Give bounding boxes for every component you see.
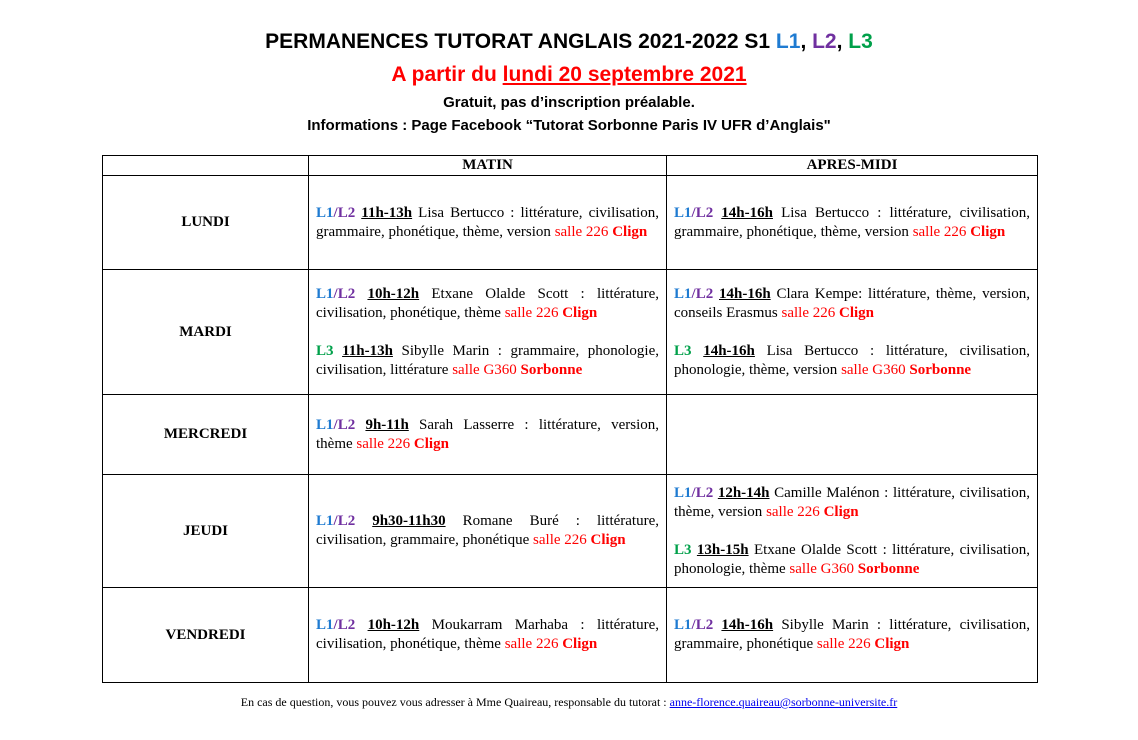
tutoring-slot	[316, 204, 659, 242]
slot-tutor-topics: Clara Kempe: littérature, thème, version, conseils Erasmus	[674, 285, 1030, 321]
slot-building: Clign	[413, 435, 449, 452]
level-l2: L2	[337, 513, 356, 529]
level-l1-label: L1	[775, 30, 801, 53]
morning-cell	[309, 176, 667, 270]
level-slash: /	[691, 617, 696, 633]
level-l1: L1	[316, 416, 334, 433]
level-l3: L3	[316, 342, 334, 359]
morning-cell	[309, 588, 667, 683]
slot-tutor-topics: Etxane Olalde Scott : littérature, civilisation, phonologie, thème	[674, 541, 1031, 577]
day-row	[103, 176, 1038, 270]
morning-cell	[309, 475, 667, 588]
level-l3: L3	[674, 342, 692, 359]
slot-building: Clign	[874, 636, 910, 652]
level-l2: L2	[337, 416, 356, 433]
slot-tutor-topics: Lisa Bertucco : littérature, civilisation, grammaire, phonétique, thème, version	[316, 204, 660, 240]
free-note: Gratuit, pas d’inscription préalable.	[443, 94, 695, 111]
morning-cell	[309, 270, 667, 395]
slot-time: 10h-12h	[367, 285, 420, 302]
slot-building: Clign	[823, 503, 859, 520]
slot-building: Sorbonne	[520, 361, 583, 378]
afternoon-cell	[667, 475, 1038, 588]
slot-time: 11h-13h	[361, 204, 413, 221]
tutoring-slot	[674, 204, 1030, 242]
title-comma-2: ,	[836, 30, 849, 53]
level-l2: L2	[337, 204, 356, 221]
slot-building: Clign	[562, 636, 598, 652]
slot-time: 12h-14h	[717, 484, 770, 501]
slot-room: salle 226	[356, 435, 411, 452]
tutoring-slot	[674, 616, 1030, 654]
tutoring-slot	[674, 285, 1030, 323]
level-l2: L2	[695, 204, 714, 221]
level-slash: /	[333, 617, 338, 633]
day-row	[103, 395, 1038, 475]
level-slash: /	[333, 513, 338, 529]
tutoring-slot	[674, 342, 1030, 380]
slot-time: 9h30-11h30	[372, 513, 446, 529]
footer-text: En cas de question, vous pouvez vous adresser à Mme Quaireau, responsable du tutorat :	[240, 695, 670, 709]
day-row	[103, 270, 1038, 395]
slot-tutor-topics: Moukarram Marhaba : littérature, civilisation, phonétique, thème	[316, 617, 659, 652]
slot-room: salle G360	[841, 361, 906, 378]
slot-time: 14h-16h	[721, 204, 773, 221]
level-l2: L2	[337, 617, 356, 633]
tutoring-slot	[316, 342, 659, 380]
level-l1: L1	[316, 285, 334, 302]
level-slash: /	[333, 285, 338, 302]
slot-room: salle 226	[554, 223, 609, 240]
corner-cell	[103, 156, 309, 176]
document-title	[0, 30, 1138, 54]
slot-building: Clign	[612, 223, 648, 240]
day-label: MERCREDI	[103, 395, 309, 475]
morning-cell	[309, 395, 667, 475]
level-l1: L1	[316, 513, 334, 529]
slot-tutor-topics: Etxane Olalde Scott : littérature, civilisation, phonétique, thème	[316, 285, 660, 321]
level-l1: L1	[316, 204, 334, 221]
level-l1: L1	[316, 617, 334, 633]
level-slash: /	[333, 204, 338, 221]
level-l2: L2	[695, 617, 714, 633]
slot-room: salle G360	[452, 361, 517, 378]
column-header-afternoon: APRES-MIDI	[667, 156, 1038, 176]
slot-building: Clign	[838, 304, 874, 321]
slot-room: salle 226	[912, 223, 967, 240]
level-l1: L1	[674, 204, 692, 221]
slot-building: Sorbonne	[909, 361, 972, 378]
column-header-morning: MATIN	[309, 156, 667, 176]
slot-tutor-topics: Romane Buré : littérature, civilisation, grammaire, phonétique	[316, 513, 659, 548]
level-slash: /	[691, 285, 696, 302]
level-l2: L2	[695, 484, 714, 501]
slot-tutor-topics: Sarah Lasserre : littérature, version, thème	[316, 416, 659, 452]
slot-tutor-topics: Lisa Bertucco : littérature, civilisation, phonologie, thème, version	[674, 342, 1031, 378]
tutoring-slot	[316, 285, 659, 323]
day-label: LUNDI	[103, 176, 309, 270]
slot-building: Sorbonne	[857, 560, 920, 577]
level-l3-label: L3	[848, 30, 873, 53]
start-date-line	[0, 63, 1138, 87]
slot-room: salle 226	[533, 532, 587, 548]
slot-tutor-topics: Camille Malénon : littérature, civilisation, thème, version	[674, 484, 1031, 520]
schedule-body	[103, 176, 1038, 683]
slot-time: 11h-13h	[342, 342, 393, 359]
slot-time: 14h-16h	[703, 342, 755, 359]
level-l1: L1	[674, 285, 692, 302]
start-date: lundi 20 septembre 2021	[502, 63, 747, 86]
day-row	[103, 588, 1038, 683]
schedule-header-row	[103, 156, 1038, 176]
slot-time: 9h-11h	[365, 416, 409, 433]
slot-building: Clign	[970, 223, 1006, 240]
afternoon-cell	[667, 176, 1038, 270]
slot-room: salle 226	[504, 636, 559, 652]
day-label: MARDI	[103, 270, 309, 395]
title-comma-1: ,	[800, 30, 813, 53]
slot-building: Clign	[590, 532, 626, 548]
slot-building: Clign	[562, 304, 598, 321]
tutoring-slot	[316, 512, 659, 550]
tutoring-slot	[316, 416, 659, 454]
tutoring-slot	[674, 541, 1030, 579]
slot-time: 13h-15h	[696, 541, 749, 558]
level-slash: /	[691, 204, 696, 221]
tutoring-slot	[674, 484, 1030, 522]
slot-room: salle 226	[781, 304, 836, 321]
slot-room: salle 226	[816, 636, 871, 652]
footer	[0, 695, 1138, 710]
slot-time: 14h-16h	[721, 617, 774, 633]
level-l1: L1	[674, 484, 692, 501]
level-slash: /	[691, 484, 696, 501]
level-l2-label: L2	[812, 30, 837, 53]
title-main: PERMANENCES TUTORAT ANGLAIS 2021-2022 S1	[265, 30, 771, 53]
start-date-prefix: A partir du	[391, 63, 503, 86]
slot-tutor-topics: Sibylle Marin : littérature, civilisation, grammaire, phonétique	[674, 617, 1030, 652]
day-label: VENDREDI	[103, 588, 309, 683]
info-line: Informations : Page Facebook “Tutorat Sorbonne Paris IV UFR d’Anglais"	[307, 117, 831, 134]
slot-tutor-topics: Sibylle Marin : grammaire, phonologie, civilisation, littérature	[316, 342, 659, 378]
day-row	[103, 475, 1038, 588]
afternoon-cell	[667, 588, 1038, 683]
afternoon-cell	[667, 395, 1038, 475]
slot-room: salle G360	[789, 560, 854, 577]
level-l2: L2	[337, 285, 356, 302]
level-l1: L1	[674, 617, 692, 633]
slot-room: salle 226	[766, 503, 820, 520]
afternoon-cell	[667, 270, 1038, 395]
day-label: JEUDI	[103, 475, 309, 588]
slot-time: 10h-12h	[367, 617, 420, 633]
tutoring-slot	[316, 616, 659, 654]
slot-time: 14h-16h	[719, 285, 771, 302]
level-l3: L3	[674, 541, 692, 558]
contact-email-link[interactable]: anne-florence.quaireau@sorbonne-universite.fr	[669, 695, 898, 709]
slot-tutor-topics: Lisa Bertucco : littérature, civilisation, grammaire, phonétique, thème, version	[674, 204, 1031, 240]
level-slash: /	[333, 416, 338, 433]
level-l2: L2	[695, 285, 714, 302]
schedule-table	[102, 155, 1038, 683]
slot-room: salle 226	[504, 304, 559, 321]
